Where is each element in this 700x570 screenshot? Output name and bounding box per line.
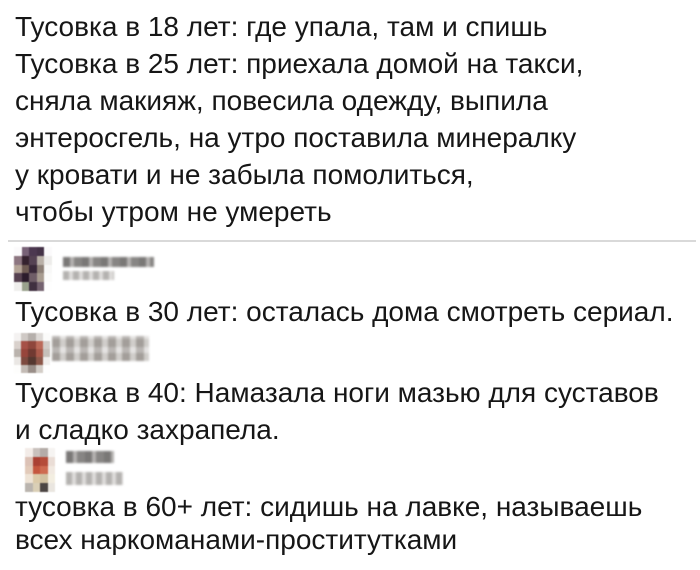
comment-text xyxy=(15,490,700,556)
post-text-line: у кровати и не забыла помолиться, xyxy=(15,159,474,190)
comment-text-line: тусовка в 60+ лет: сидишь на лавке, называешь xyxy=(15,491,643,522)
post-text-line: чтобы утром не умереть xyxy=(15,196,332,227)
blurred-author-subtitle xyxy=(63,271,114,280)
post-text-line: Тусовка в 18 лет: где упала, там и спишь xyxy=(15,11,548,42)
post-text-line: энтеросгель, на утро поставила минералку xyxy=(15,122,577,153)
post-text xyxy=(15,8,698,230)
comment-text-line: Тусовка в 40: Намазала ноги мазью для суставов xyxy=(15,377,659,408)
blurred-author-name[interactable] xyxy=(52,336,149,361)
post-text-line: Тусовка в 25 лет: приехала домой на такси, xyxy=(15,48,584,79)
comment-text-line: и сладко захрапела. xyxy=(15,414,280,445)
comment-text-line: Тусовка в 30 лет: осталась дома смотреть сериал. xyxy=(15,296,674,327)
comment-text-line: всех наркоманами-проститутками xyxy=(15,524,458,555)
post-text-line: сняла макияж, повесила одежду, выпила xyxy=(15,85,548,116)
comment-text xyxy=(15,293,700,330)
comment-text xyxy=(15,374,700,448)
separator-line xyxy=(8,240,696,242)
blurred-author-subtitle xyxy=(66,472,123,485)
blurred-author-name[interactable] xyxy=(66,451,114,463)
comment-author-avatar[interactable] xyxy=(14,333,50,373)
comment-author-avatar[interactable] xyxy=(25,448,55,492)
blurred-author-name[interactable] xyxy=(63,257,154,267)
comment-author-avatar[interactable] xyxy=(14,247,52,291)
